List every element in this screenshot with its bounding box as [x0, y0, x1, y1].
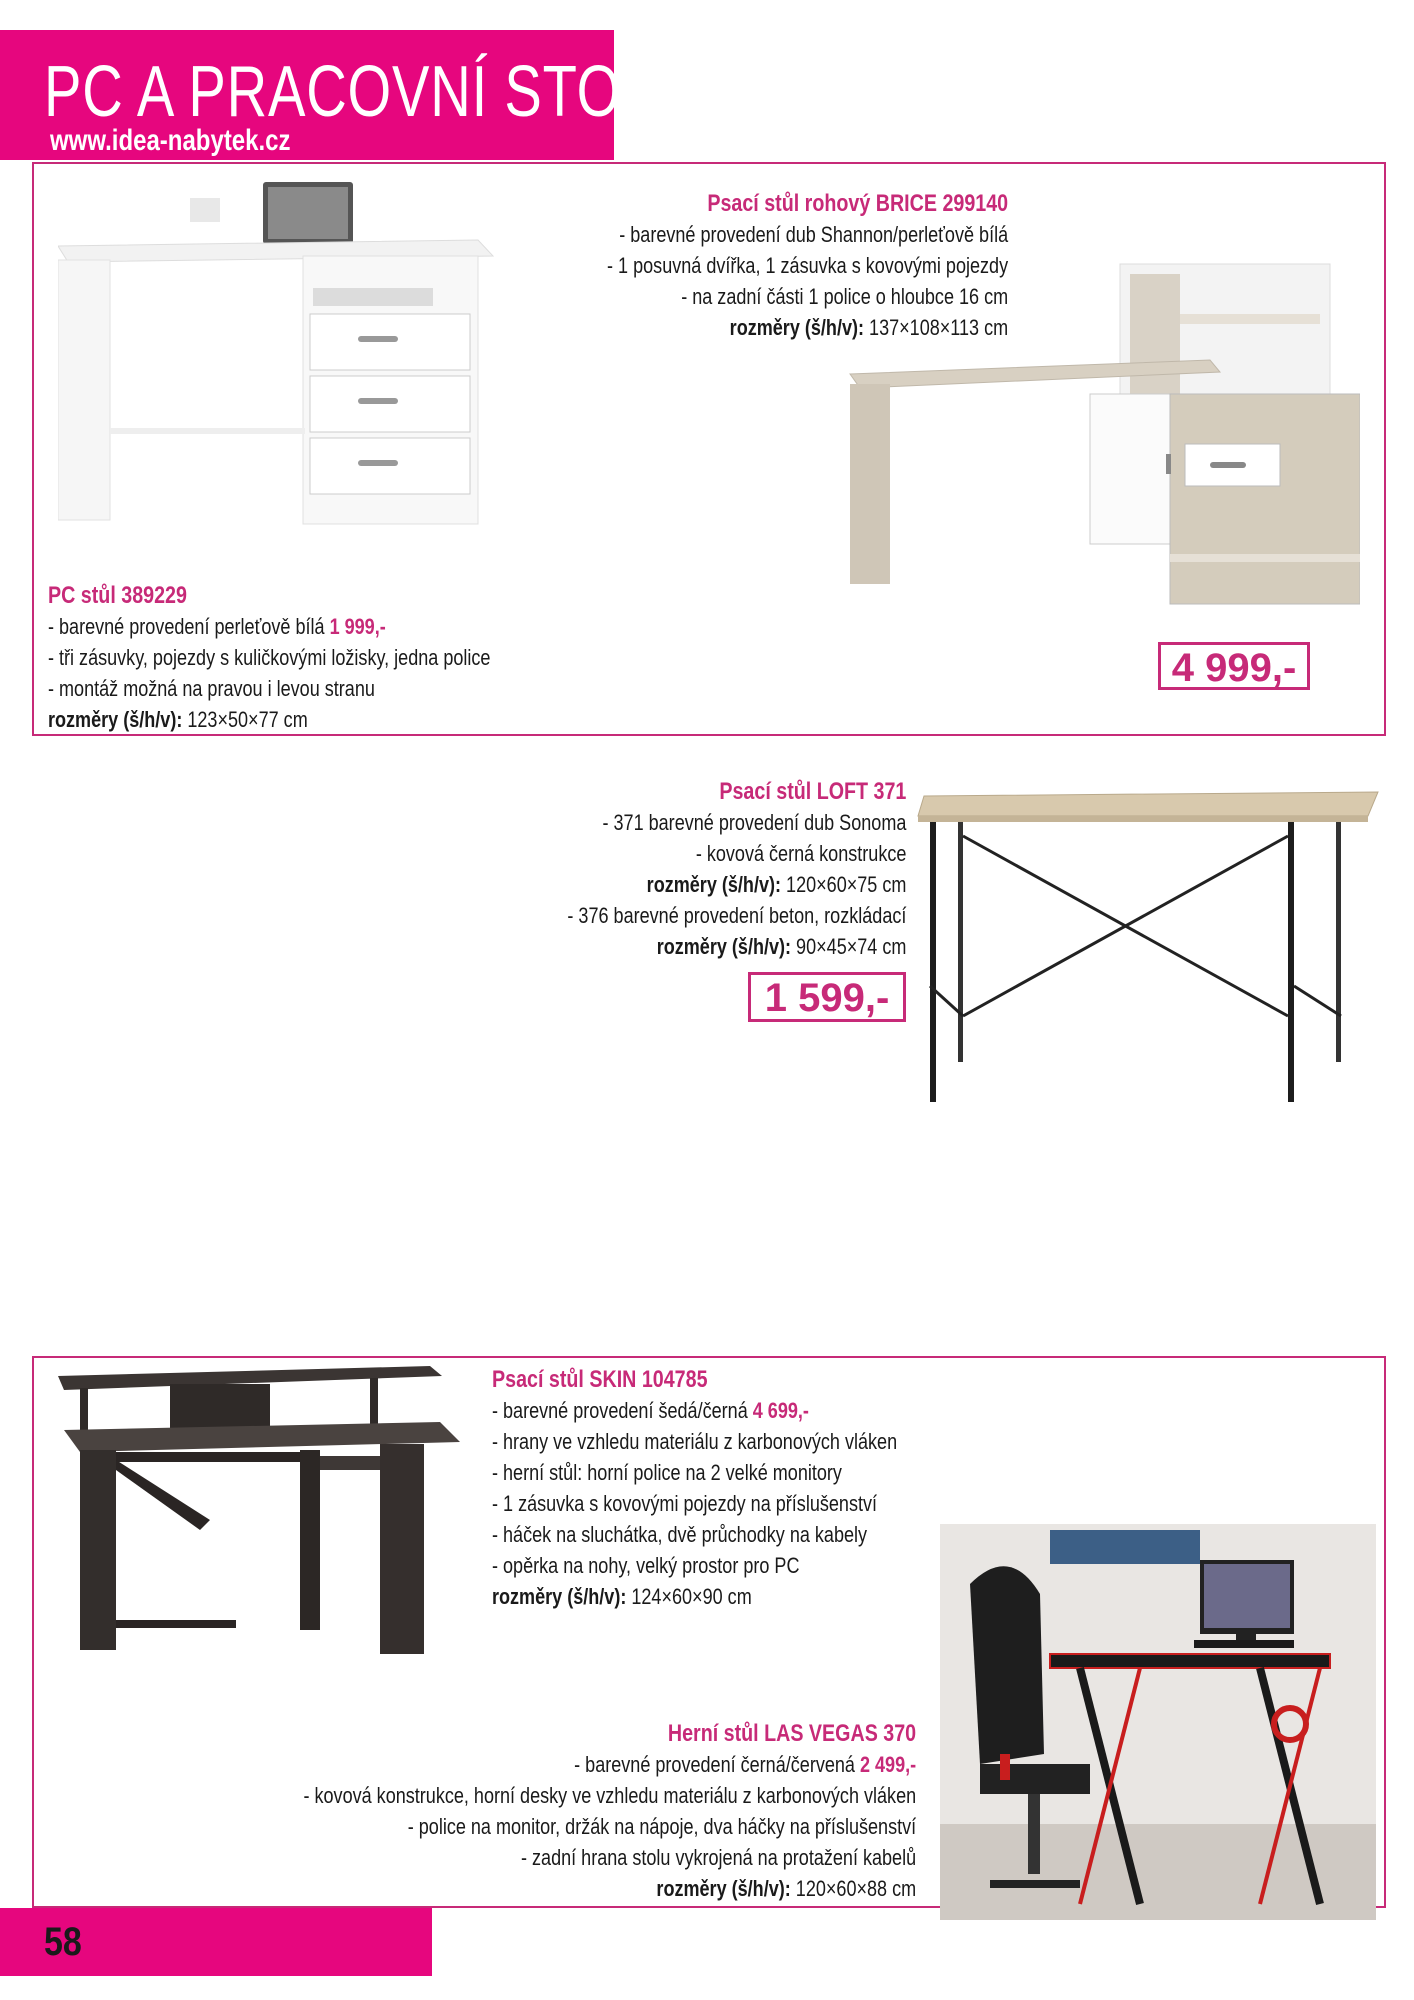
skin-price: 4 699,- [752, 1398, 809, 1423]
skin-text [492, 1364, 897, 1612]
las-vegas-line-1: - barevné provedení černá/červená 2 499,- [574, 1752, 916, 1777]
brice-dims [607, 312, 1008, 343]
skin-line-6: - opěrka na nohy, velký prostor pro PC [492, 1553, 800, 1578]
loft-price-tag: 1 599,- [748, 972, 906, 1022]
skin-dims [492, 1581, 897, 1612]
loft-dims-1 [567, 869, 906, 900]
pc-desk-price: 1 999,- [329, 614, 386, 639]
brice-line-2: - 1 posuvná dvířka, 1 zásuvka s kovovými pojezdy [606, 253, 1008, 278]
las-vegas-dims-label: rozměry (š/h/v): [656, 1876, 791, 1901]
loft-dims-2 [567, 931, 906, 962]
brice-dims-label: rozměry (š/h/v): [729, 315, 864, 340]
pc-desk-title: PC stůl 389229 [48, 582, 187, 609]
las-vegas-line-4: - zadní hrana stolu vykrojená na protažení kabelů [520, 1845, 916, 1870]
pc-desk-dims [48, 704, 490, 735]
pc-desk-text [48, 580, 490, 735]
skin-dims-value: 124×60×90 cm [631, 1584, 752, 1609]
skin-line-5: - háček na sluchátka, dvě průchodky na kabely [492, 1522, 868, 1547]
las-vegas-dims [303, 1873, 916, 1904]
loft-desk-image [916, 786, 1386, 1106]
page-title: PC A PRACOVNÍ STOLY [44, 52, 688, 132]
brice-dims-value: 137×108×113 cm [868, 315, 1008, 340]
skin-line-1: - barevné provedení šedá/černá 4 699,- [492, 1398, 809, 1423]
las-vegas-title: Herní stůl LAS VEGAS 370 [667, 1720, 916, 1747]
pc-desk-dims-label: rozměry (š/h/v): [48, 707, 183, 732]
pc-desk-line-3: - montáž možná na pravou i levou stranu [48, 676, 375, 701]
brice-line-1: - barevné provedení dub Shannon/perleťově bílá [619, 222, 1008, 247]
las-vegas-line-3: - police na monitor, držák na nápoje, dva háčky na příslušenství [407, 1814, 916, 1839]
las-vegas-desk-photo [940, 1524, 1376, 1920]
pc-desk-white-image [58, 178, 498, 538]
brice-price-tag: 4 999,- [1158, 642, 1310, 690]
loft-dims-1-value: 120×60×75 cm [785, 872, 906, 897]
skin-title: Psací stůl SKIN 104785 [492, 1366, 708, 1393]
loft-dims-2-value: 90×45×74 cm [795, 934, 906, 959]
website-url[interactable]: www.idea-nabytek.cz [50, 124, 291, 157]
loft-title: Psací stůl LOFT 371 [718, 778, 906, 805]
loft-line-3: - 376 barevné provedení beton, rozkládací [567, 903, 906, 928]
pc-desk-line-2: - tři zásuvky, pojezdy s kuličkovými ložisky, jedna police [48, 645, 491, 670]
brice-line-3: - na zadní části 1 police o hloubce 16 cm [681, 284, 1008, 309]
page-number: 58 [44, 1920, 82, 1964]
brice-title: Psací stůl rohový BRICE 299140 [707, 190, 1008, 217]
loft-line-2: - kovová černá konstrukce [695, 841, 906, 866]
skin-line-4: - 1 zásuvka s kovovými pojezdy na příslušenství [492, 1491, 878, 1516]
skin-dims-label: rozměry (š/h/v): [492, 1584, 627, 1609]
las-vegas-dims-value: 120×60×88 cm [795, 1876, 916, 1901]
skin-desk-image [50, 1360, 490, 1660]
las-vegas-price: 2 499,- [859, 1752, 916, 1777]
brice-text [607, 188, 1008, 343]
pc-desk-line-1: - barevné provedení perleťově bílá 1 999,- [48, 614, 386, 639]
las-vegas-text [303, 1718, 916, 1904]
las-vegas-line-2: - kovová konstrukce, horní desky ve vzhledu materiálu z karbonových vláken [303, 1783, 916, 1808]
loft-text [567, 776, 906, 962]
skin-line-3: - herní stůl: horní police na 2 velké monitory [492, 1460, 842, 1485]
skin-line-2: - hrany ve vzhledu materiálu z karbonových vláken [492, 1429, 898, 1454]
pc-desk-dims-value: 123×50×77 cm [187, 707, 308, 732]
loft-dims-1-label: rozměry (š/h/v): [646, 872, 781, 897]
loft-dims-2-label: rozměry (š/h/v): [656, 934, 791, 959]
loft-line-1: - 371 barevné provedení dub Sonoma [602, 810, 906, 835]
